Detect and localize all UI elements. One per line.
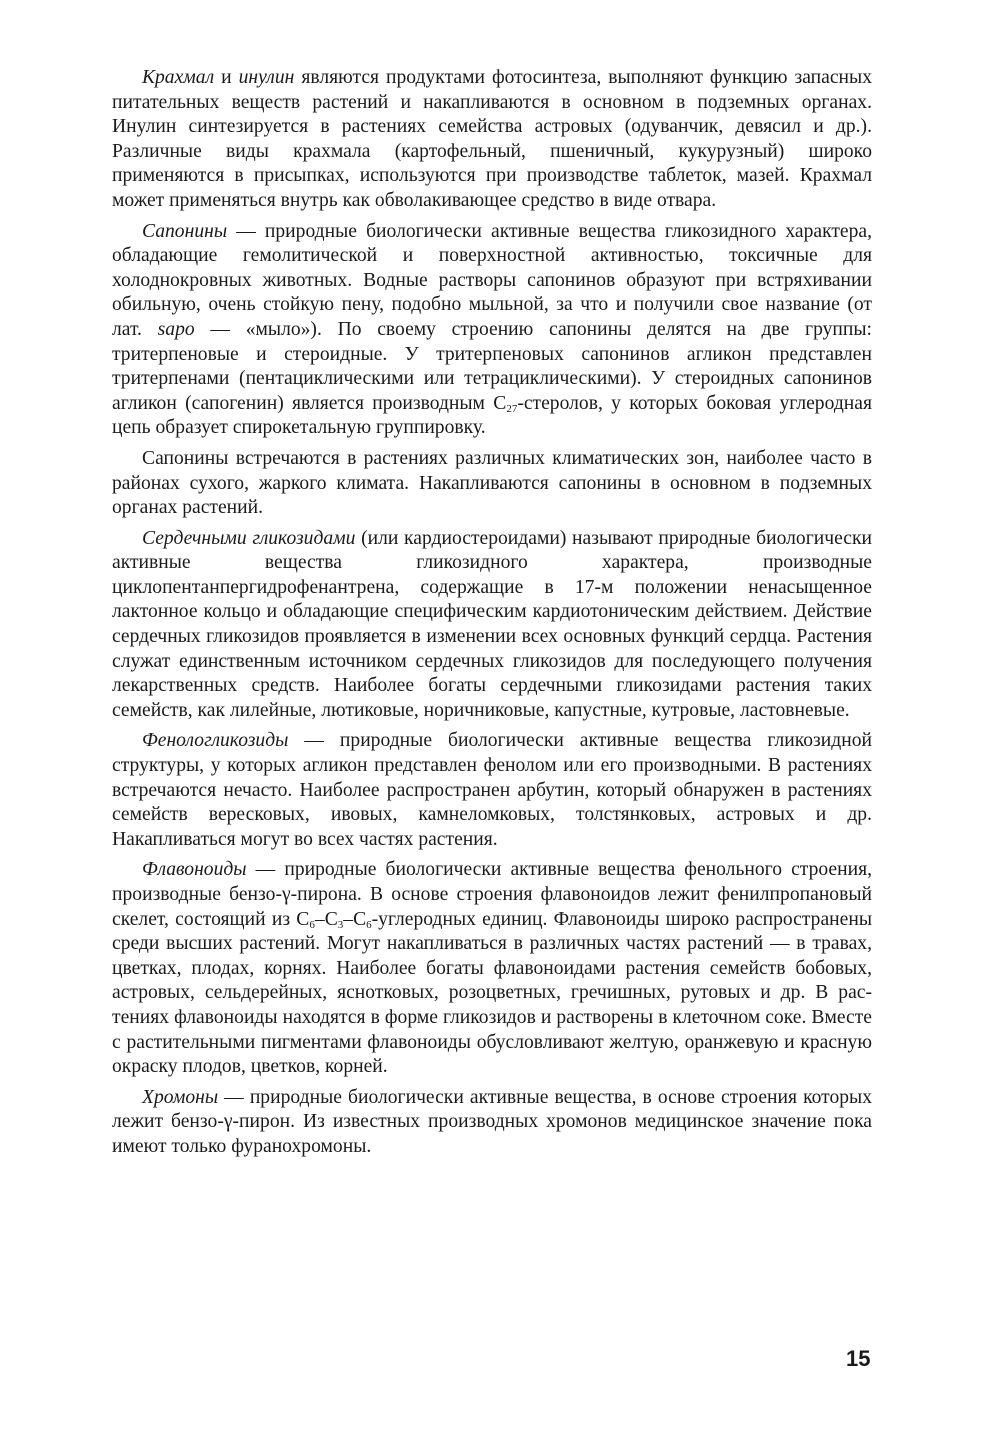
text-segment: Сапонины встречаются в растениях различных климатических зон, наиболее часто в районах сухого, жаркого климата. Накапливаются сапонины в основном в подземных органах растений. (112, 447, 872, 519)
page-number: 15 (846, 1346, 871, 1371)
latin-word: sapo (157, 318, 195, 340)
text-segment: — «мыло»). По своему строению сапонины делятся на две группы: тритерпеновые и стероидные. У тритерпеновых сапонинов агликон представлен тритерпенами (пентациклическими или тетрациклическими). У стероидных сапонинов агликон (сапогенин) является производным С (112, 318, 872, 414)
term-flavonoids: Флавоноиды (142, 859, 247, 881)
text-segment: (или кардиостероидами) называют природные биологически активные вещества гликозидного характера, производные циклопентанпергидрофенантрена, содержащие в 17-м положении ненасыщенное лактонное кольцо и обладающие специфическим кардиотоническим действием. Действие сердечных гликозидов проявляется в изменении всех основных функций сердца. Растения служат единственным источником сердечных гликозидов для последующего получения лекарственных средств. Наиболее богаты сердечными гликозидами растения таких семейств, как лилейные, лютиковые, норичниковые, капустные, кутровые, ластовневые. (112, 527, 872, 721)
subscript: 6 (309, 918, 315, 931)
page-text-body (112, 66, 872, 1166)
term-saponins: Сапонины (142, 220, 228, 242)
paragraph-phenologlycosides (112, 729, 872, 852)
text-segment: — природные биологически активные вещества гликозидного характера, обладающие гемолитической и поверхностной активностью, токсичные для холоднокровных животных. Водные растворы сапонинов образуют при встряхивании обильную, очень стойкую пену, подобно мыльной, за что и получили свое название (от лат. (112, 220, 872, 340)
term-chromones: Хромоны (142, 1086, 219, 1108)
paragraph-cardiac-glycosides (112, 527, 872, 724)
term-starch: Крахмал (142, 67, 215, 88)
paragraph-flavonoids (112, 858, 872, 1079)
paragraph-saponins (112, 220, 872, 441)
text-segment: — природные биологически активные вещества гликозидной структуры, у которых агликон представлен фенолом или его производными. В растениях встречаются нечасто. Наиболее распространен арбутин, который обнаружен в растениях семейств вересковых, ивовых, камнеломковых, толстянковых, астровых и др. Накапливаться могут во всех частях растения. (112, 730, 872, 850)
text-segment: и (214, 67, 239, 88)
text-segment: -стеролов, у которых боковая углеродная цепь образует спирокетальную группировку. (112, 392, 872, 439)
paragraph-starch-inulin (112, 66, 872, 214)
subscript: 6 (366, 918, 372, 931)
text-segment: — природные биологически активные вещества фенольного строения, производные бензо-γ-пирона. В основе строения флавоноидов лежит фенилпропановый скелет, состоящий из С (112, 859, 872, 930)
paragraph-saponins-occurrence (112, 447, 872, 521)
text-segment: -углеродных единиц. Флавоноиды широко распространены среди высших растений. Могут накапливаться в различных частях растений — в травах, цветках, плодах, корнях. Наиболее богаты флавоноидами растения семейств бобовых, астровых, сельдерейных, яснотковых, розоцветных, гречишных, рутовых и др. В растениях флавоноиды находятся в форме гликозидов и растворены в клеточном соке. Вместе с растительными пигментами флавоноиды обусловливают желтую, оранжевую и красную окраску плодов, цветков, корней. (112, 908, 872, 1078)
text-segment: являются продуктами фотосинтеза, выполняют функцию запасных питательных веществ растений и накапливаются в основном в подземных органах. Инулин синтезируется в растениях семейства астровых (одуванчик, девясил и др.). Различные виды крахмала (картофельный, пшеничный, кукурузный) широко применяются в присыпках, используются при производстве таблеток, мазей. Крахмал может применяться внутрь как обволакивающее средство в виде отвара. (112, 67, 872, 211)
term-inulin: инулин (238, 67, 295, 88)
text-segment: — природные биологически активные вещества, в основе строения которых лежит бензо-γ-пирон. Из известных производных хромонов медицинское значение пока имеют только фуранохромоны. (112, 1086, 872, 1157)
text-segment: –С (314, 908, 338, 930)
subscript: 27 (506, 402, 518, 415)
term-phenologlycosides: Фенологликозиды (142, 730, 289, 752)
paragraph-chromones (112, 1086, 872, 1160)
text-segment: –С (343, 908, 367, 930)
term-cardiac-glycosides: Сердечными гликозидами (142, 527, 356, 549)
subscript: 3 (337, 918, 344, 931)
